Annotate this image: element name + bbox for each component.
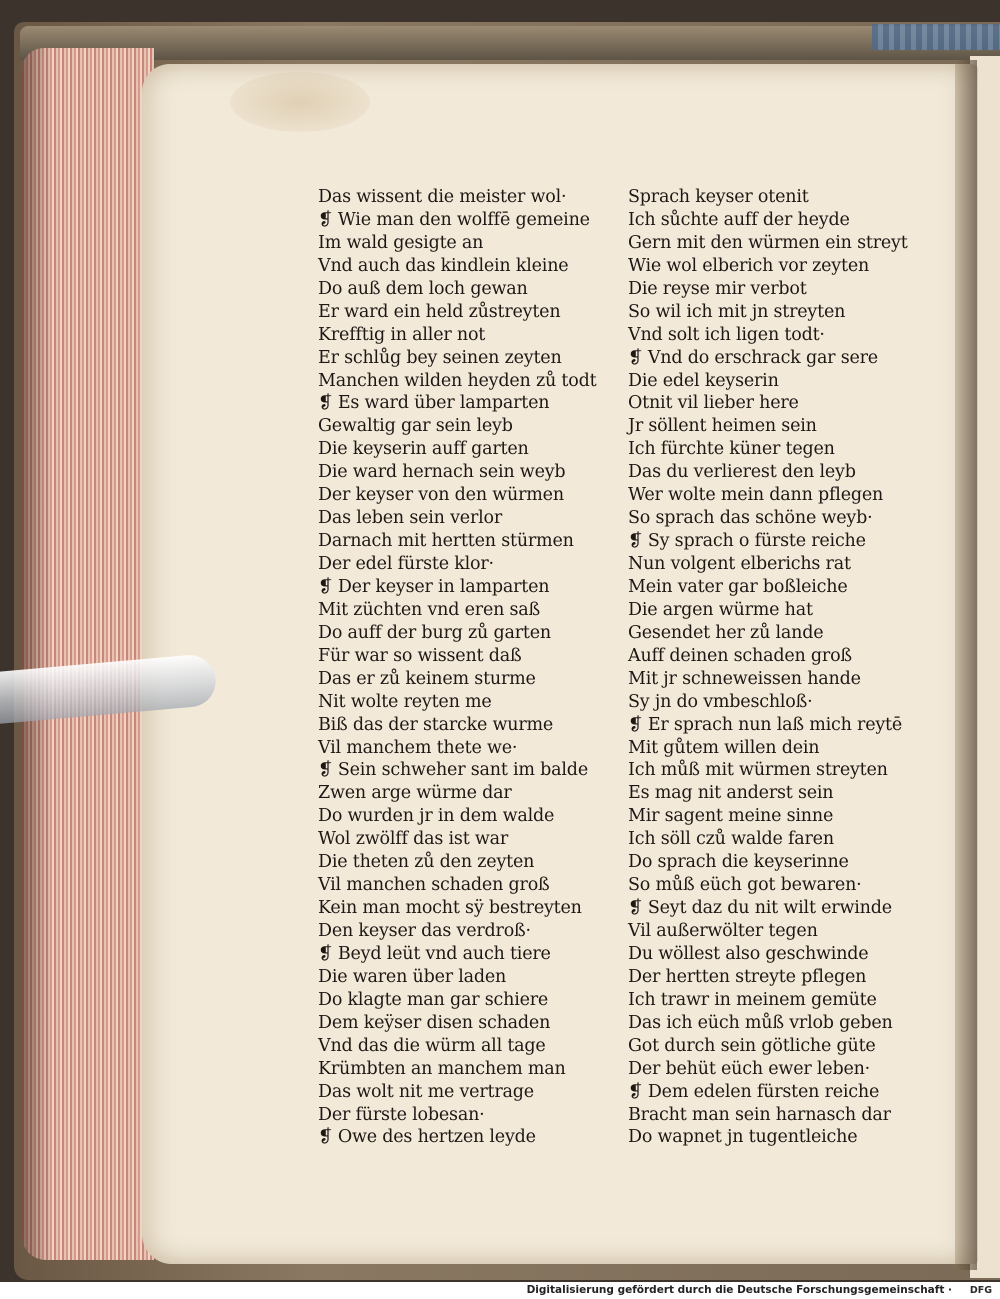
verse-line: Das ich eüch můß vrlob geben [628, 1012, 893, 1033]
verse-line: Gesendet her zů lande [628, 622, 824, 643]
verse-line: ❡ Wie man den wolffē gemeine [318, 209, 590, 230]
blue-paper-fragment [872, 24, 1000, 50]
verse-line: Wol zwölff das ist war [318, 829, 509, 850]
verse-line: Ich trawr in meinem gemüte [628, 989, 877, 1010]
verse-line: Ich můß mit würmen streyten [628, 760, 888, 781]
verse-line: Vnd das die würm all tage [318, 1035, 546, 1056]
verse-line: Krümbten an manchem man [318, 1058, 566, 1079]
verse-line: Biß das der starcke wurme [318, 714, 554, 735]
verse-line: Do sprach die keyserinne [628, 852, 849, 873]
verse-line: Für war so wissent daß [318, 645, 522, 666]
verse-line: Gern mit den würmen ein streyt [628, 232, 908, 253]
verse-line: ❡ Beyd leüt vnd auch tiere [318, 943, 551, 964]
verse-line: ❡ Sy sprach o fürste reiche [628, 531, 866, 552]
verse-line: Darnach mit hertten stürmen [318, 531, 574, 552]
verse-line: Do auff der burg zů garten [318, 622, 551, 643]
verse-line: Do wurden jr in dem walde [318, 806, 555, 827]
verse-line: Der behüt eüch ewer leben· [628, 1058, 871, 1079]
verse-line: Krefftig in aller not [318, 324, 486, 345]
verse-line: Das leben sein verlor [318, 508, 503, 529]
verse-line: Do auß dem loch gewan [318, 278, 528, 299]
verse-line: ❡ Sein schweher sant im balde [318, 760, 588, 781]
verse-line: Wie wol elberich vor zeyten [628, 255, 870, 276]
verse-line: Zwen arge würme dar [318, 783, 512, 804]
verse-line: Er ward ein held zůstreyten [318, 301, 561, 322]
verse-line: Do wapnet jn tugentleiche [628, 1127, 858, 1148]
page-edge-shadow [22, 48, 52, 1260]
verse-column-left [318, 186, 628, 1149]
verse-line: Die reyse mir verbot [628, 278, 807, 299]
verse-line: Die edel keyserin [628, 370, 779, 391]
verse-line: Die argen würme hat [628, 599, 813, 620]
verse-line: Das wissent die meister wol· [318, 187, 567, 207]
verse-line: Die ward hernach sein weyb [318, 462, 566, 483]
verse-line: ❡ Es ward über lamparten [318, 393, 550, 414]
verse-line: Mit züchten vnd eren saß [318, 599, 541, 620]
verse-line: So sprach das schöne weyb· [628, 508, 873, 529]
verse-line: So můß eüch got bewaren· [628, 875, 862, 896]
verse-line: Den keyser das verdroß· [318, 921, 531, 941]
verse-column-right [628, 186, 924, 1149]
verse-line: Er schlůg bey seinen zeyten [318, 347, 562, 368]
verse-line: Es mag nit anderst sein [628, 783, 834, 804]
verse-line: Kein man mocht sÿ bestreyten [318, 898, 582, 919]
verse-line: Ich söll czů walde faren [628, 829, 834, 850]
verse-line: Ich sůchte auff der heyde [628, 209, 850, 230]
paper-stain [230, 72, 370, 132]
verse-line: Sprach keyser otenit [628, 187, 809, 207]
verse-line: Der keyser von den würmen [318, 485, 564, 506]
verse-line: Bracht man sein harnasch dar [628, 1104, 891, 1125]
verse-line: Der edel fürste klor· [318, 554, 494, 574]
book-headband [20, 26, 1000, 60]
book-gutter [955, 60, 977, 1270]
verse-line: Du wöllest also geschwinde [628, 943, 869, 964]
verse-line: Auff deinen schaden groß [628, 645, 852, 666]
digitization-footer [0, 1282, 1000, 1299]
verse-line: Vnd auch das kindlein kleine [318, 255, 569, 276]
verse-line: Der fürste lobesan· [318, 1104, 485, 1125]
verse-line: Otnit vil lieber here [628, 393, 799, 414]
verse-line: Nun volgent elberichs rat [628, 554, 851, 574]
verse-line: ❡ Vnd do erschrack gar sere [628, 347, 878, 368]
funding-credit: Digitalisierung gefördert durch die Deutsche Forschungsgemeinschaft · [526, 1284, 952, 1296]
verse-line: ❡ Dem edelen fürsten reiche [628, 1081, 880, 1102]
verse-line: Do klagte man gar schiere [318, 989, 549, 1010]
verse-line: Mein vater gar boßleiche [628, 576, 848, 597]
verse-line: Got durch sein götliche güte [628, 1035, 876, 1056]
verse-line: Nit wolte reyten me [318, 691, 492, 712]
verse-line: ❡ Der keyser in lamparten [318, 576, 550, 597]
verse-line: Die keyserin auff garten [318, 439, 529, 460]
verse-line: Wer wolte mein dann pflegen [628, 485, 884, 506]
verse-line: ❡ Seyt daz du nit wilt erwinde [628, 898, 892, 919]
verse-line: Die theten zů den zeyten [318, 852, 535, 873]
verse-line: Gewaltig gar sein leyb [318, 416, 513, 437]
verse-line: ❡ Er sprach nun laß mich reytē [628, 714, 903, 735]
verse-line: So wil ich mit jn streyten [628, 301, 846, 322]
dfg-logo: DFG [969, 1285, 992, 1296]
verse-line: Manchen wilden heyden zů todt [318, 370, 597, 391]
verse-line: Dem keÿser disen schaden [318, 1012, 551, 1033]
verse-line: Mit gůtem willen dein [628, 737, 820, 758]
verse-line: Das wolt nit me vertrage [318, 1081, 534, 1102]
verse-line: Jr söllent heimen sein [628, 416, 817, 437]
verse-line: Das du verlierest den leyb [628, 462, 856, 483]
verse-line: Mir sagent meine sinne [628, 806, 834, 827]
verse-line: Vil manchem thete we· [318, 737, 518, 758]
verse-line: Mit jr schneweissen hande [628, 668, 861, 689]
verse-line: ❡ Owe des hertzen leyde [318, 1127, 536, 1148]
verse-line: Ich fürchte küner tegen [628, 439, 835, 460]
verse-line: Der hertten streyte pflegen [628, 966, 867, 987]
verse-line: Im wald gesigte an [318, 232, 484, 253]
verse-line: Vnd solt ich ligen todt· [628, 324, 825, 345]
verse-line: Sy jn do vmbeschloß· [628, 691, 813, 712]
verse-line: Die waren über laden [318, 966, 507, 987]
verse-line: Vil außerwölter tegen [628, 921, 818, 941]
verse-line: Das er zů keinem sturme [318, 668, 536, 689]
verse-line: Vil manchen schaden groß [318, 875, 550, 896]
